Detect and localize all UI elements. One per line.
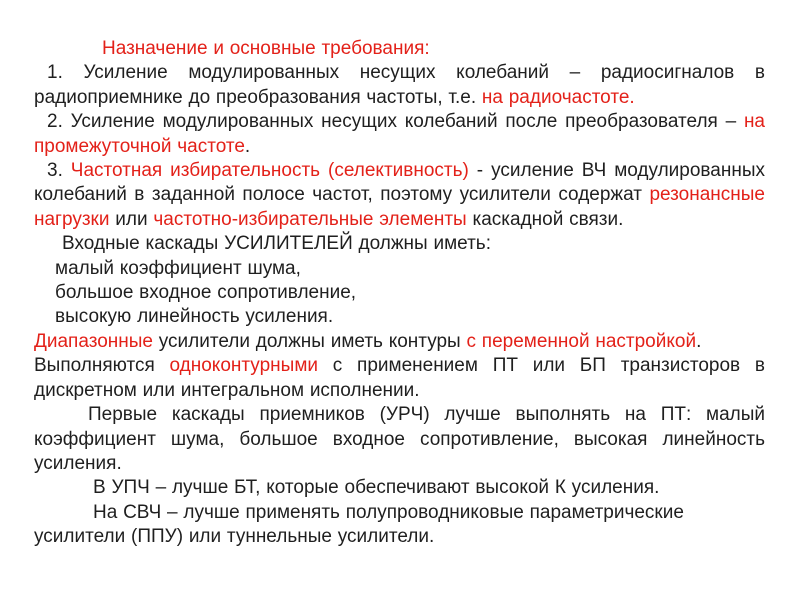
- text-segment: большое входное сопротивление,: [55, 282, 357, 304]
- accent-text-segment: одноконтурными: [169, 355, 318, 377]
- text-segment: - усиление ВЧ модулированных колебаний в заданной полосе частот, поэтому усилители содержат: [34, 160, 765, 206]
- text-segment: высокую линейность усиления.: [55, 306, 334, 328]
- text-segment: Первые каскады приемников (УРЧ) лучше выполнять на ПТ: малый коэффициент шума, большое входное сопротивление, высокая линейность усиления.: [34, 404, 765, 474]
- paragraph: [34, 281, 765, 305]
- paragraph: [34, 232, 765, 256]
- text-segment: каскадной связи.: [466, 208, 624, 230]
- text-segment: .: [696, 330, 702, 352]
- accent-text-segment: на промежуточной частоте: [34, 111, 765, 157]
- text-segment: 3.: [47, 160, 71, 182]
- accent-text-segment: частотно-избирательные элементы: [153, 208, 467, 230]
- paragraph: [34, 501, 765, 550]
- accent-text-segment: резонансные нагрузки: [34, 184, 765, 230]
- paragraph: [34, 403, 765, 476]
- text-segment: с применением ПТ или БП транзисторов в дискретном или интегральном исполнении.: [34, 355, 765, 401]
- paragraph: [34, 110, 765, 159]
- paragraph: [34, 330, 765, 354]
- text-segment: В УПЧ – лучше БТ, которые обеспечивают высокой К усиления.: [93, 477, 660, 499]
- paragraph: [34, 61, 765, 110]
- accent-text-segment: Частотная избирательность (селективность): [70, 160, 469, 182]
- paragraph: [34, 476, 765, 500]
- accent-text-segment: Диапазонные: [34, 330, 153, 352]
- text-segment: или: [109, 208, 154, 230]
- slide-text-block: [34, 37, 765, 550]
- text-segment: малый коэффициент шума,: [55, 257, 301, 279]
- accent-text-segment: с переменной настройкой: [466, 330, 697, 352]
- text-segment: Выполняются: [34, 355, 170, 377]
- text-segment: .: [244, 135, 251, 157]
- text-segment: 1. Усиление модулированных несущих колебаний – радиосигналов в радиоприемнике до преобразования частоты, т.е.: [34, 62, 765, 108]
- paragraph: [34, 159, 765, 232]
- paragraph: [34, 354, 765, 403]
- text-segment: 2. Усиление модулированных несущих колебаний после преобразователя –: [47, 111, 744, 133]
- paragraph: [34, 257, 765, 281]
- text-segment: Входные каскады УСИЛИТЕЛЕЙ должны иметь:: [62, 233, 491, 255]
- accent-text-segment: на радиочастоте.: [481, 86, 635, 108]
- text-segment: На СВЧ – лучше применять полупроводниковые параметрические усилители (ППУ) или туннельные усилители.: [34, 501, 684, 548]
- accent-text-segment: Назначение и основные требования:: [102, 38, 430, 59]
- paragraph: [34, 305, 765, 329]
- text-segment: усилители должны иметь контуры: [152, 330, 467, 352]
- slide-title: [34, 37, 765, 61]
